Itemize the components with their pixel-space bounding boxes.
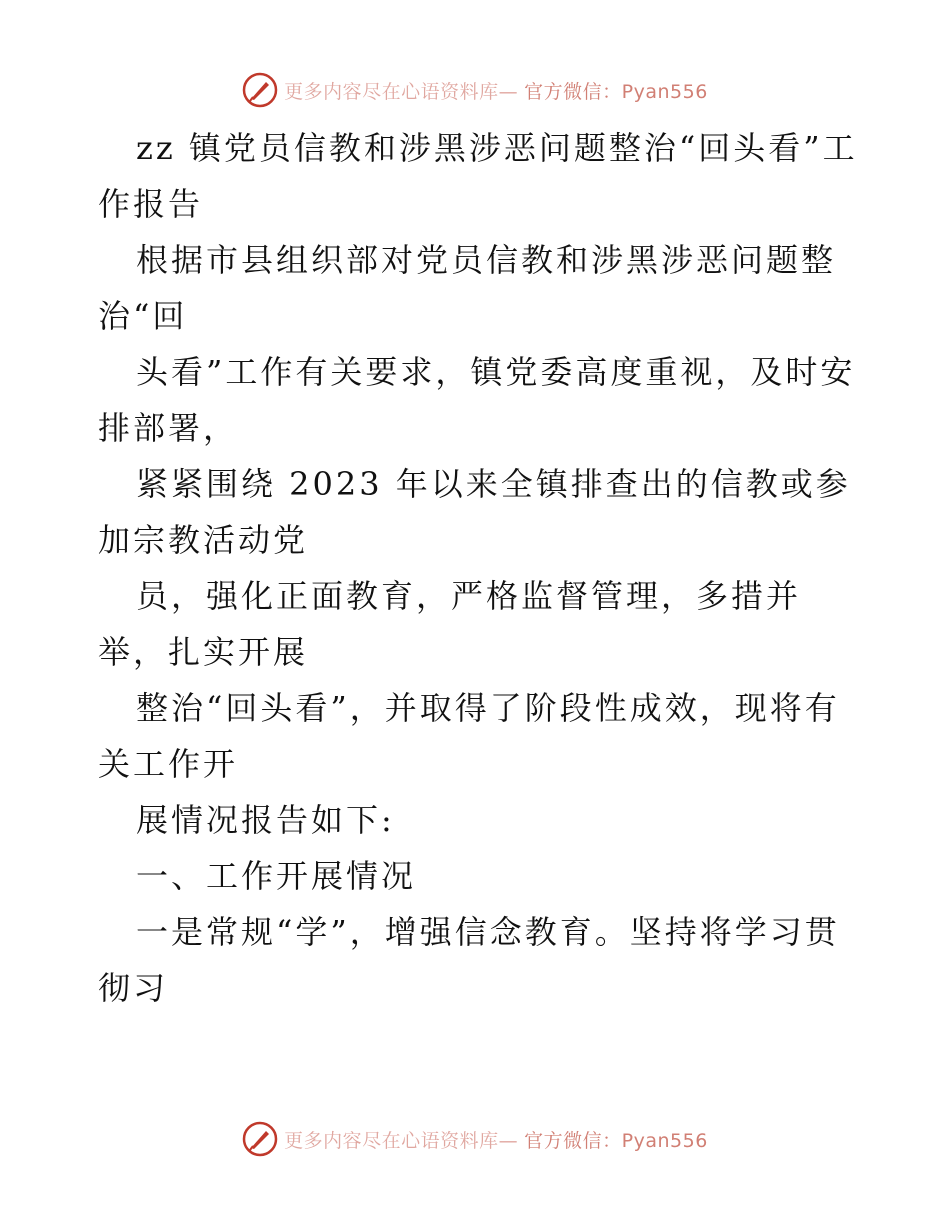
paragraph: 整治“回头看”，并取得了阶段性成效，现将有关工作开: [98, 689, 840, 783]
watermark-site-text: 更多内容尽在心语资料库—: [284, 80, 519, 103]
paragraph: 根据市县组织部对党员信教和涉黑涉恶问题整治“回: [98, 241, 837, 335]
quill-pen-icon: [242, 1121, 278, 1157]
quill-pen-icon: [242, 72, 278, 108]
paragraph: 员，强化正面教育，严格监督管理，多措并举，扎实开展: [98, 577, 802, 671]
document-title: zz 镇党员信教和涉黑涉恶问题整治“回头看”工作报告: [98, 129, 858, 223]
header-watermark: [0, 70, 950, 110]
watermark-site-text: 更多内容尽在心语资料库—: [284, 1129, 519, 1152]
paragraph: 一是常规“学”，增强信念教育。坚持将学习贯彻习: [98, 913, 840, 1007]
paragraph: 紧紧围绕 2023 年以来全镇排查出的信教或参加宗教活动党: [98, 465, 851, 559]
watermark-wechat-text: 官方微信：Pyan556: [524, 80, 708, 103]
paragraph: 头看”工作有关要求，镇党委高度重视，及时安排部署，: [98, 353, 856, 447]
watermark-wechat-text: 官方微信：Pyan556: [524, 1129, 708, 1152]
paragraph: 展情况报告如下:: [136, 801, 395, 839]
footer-watermark: [0, 1119, 950, 1159]
section-heading: 一、工作开展情况: [136, 857, 417, 895]
document-body: [98, 120, 858, 1016]
